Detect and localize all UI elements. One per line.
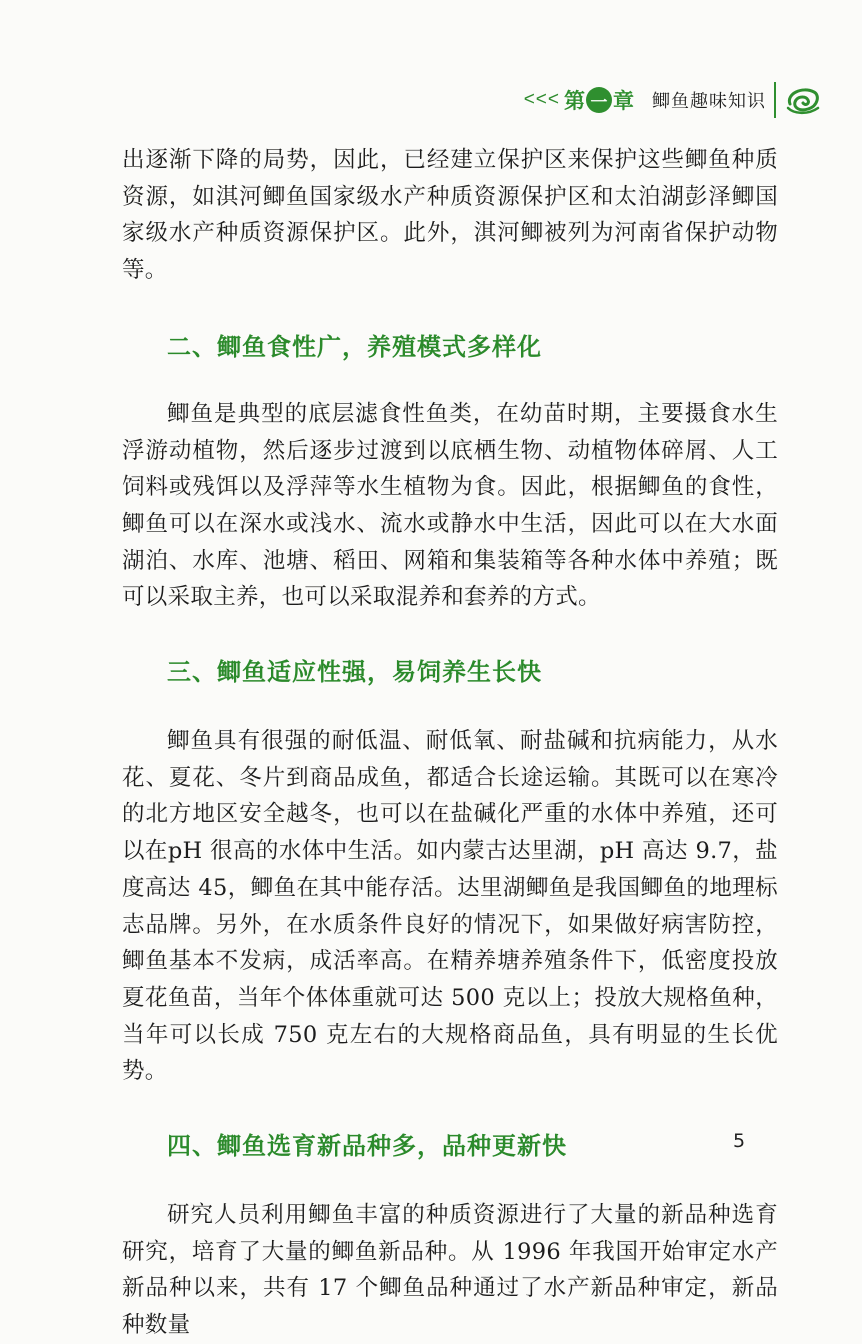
chevrons-decoration: <<<	[523, 89, 560, 110]
section-paragraph-3: 鲫鱼具有很强的耐低温、耐低氧、耐盐碱和抗病能力，从水花、夏花、冬片到商品成鱼，都适合长途运输。其既可以在寒冷的北方地区安全越冬，也可以在盐碱化严重的水体中养殖，还可以在pH 很高的水体中生活。如内蒙古达里湖，pH 高达 9.7，盐度高达 45，鲫鱼在其中能存活。达里湖鲫鱼是我国鲫鱼的地理标志品牌。另外，在水质条件良好的情况下，如果做好病害防控，鲫鱼基本不发病，成活率高。在精养塘养殖条件下，低密度投放夏花鱼苗，当年个体体重就可达 500 克以上；投放大规格鱼种，当年可以长成 750 克左右的大规格商品鱼，具有明显的生长优势。	[122, 728, 778, 1085]
paragraph-continued: 出逐渐下降的局势，因此，已经建立保护区来保护这些鲫鱼种质资源，如淇河鲫鱼国家级水产种质资源保护区和太泊湖彭泽鲫国家级水产种质资源保护区。此外，淇河鲫被列为河南省保护动物等。	[122, 147, 778, 284]
chapter-label	[564, 85, 634, 115]
running-header	[524, 78, 822, 122]
chapter-prefix: 第	[564, 88, 585, 113]
swirl-fish-logo-icon	[784, 84, 822, 116]
chapter-number-badge: 一	[586, 87, 612, 113]
section-heading-4: 四、鲫鱼选育新品种多，品种更新快	[167, 1132, 567, 1161]
section-paragraph-2: 鲫鱼是典型的底层滤食性鱼类，在幼苗时期，主要摄食水生浮游动植物，然后逐步过渡到以底栖生物、动植物体碎屑、人工饲料或残饵以及浮萍等水生植物为食。因此，根据鲫鱼的食性，鲫鱼可以在深水或浅水、流水或静水中生活，因此可以在大水面湖泊、水库、池塘、稻田、网箱和集装箱等各种水体中养殖；既可以采取主养，也可以采取混养和套养的方式。	[122, 400, 778, 611]
section-paragraph-4: 研究人员利用鲫鱼丰富的种质资源进行了大量的新品种选育研究，培育了大量的鲫鱼新品种。从 1996 年我国开始审定水产新品种以来，共有 17 个鲫鱼品种通过了水产新品种审定，新品种数量	[122, 1202, 778, 1339]
page-number: 5	[733, 1130, 746, 1152]
page-body	[122, 142, 778, 1344]
section-heading-3: 三、鲫鱼适应性强，易饲养生长快	[167, 658, 542, 687]
chapter-title: 鲫鱼趣味知识	[652, 91, 766, 112]
chapter-suffix: 章	[613, 88, 634, 113]
section-heading-2: 二、鲫鱼食性广，养殖模式多样化	[167, 332, 542, 361]
header-divider	[774, 82, 776, 118]
